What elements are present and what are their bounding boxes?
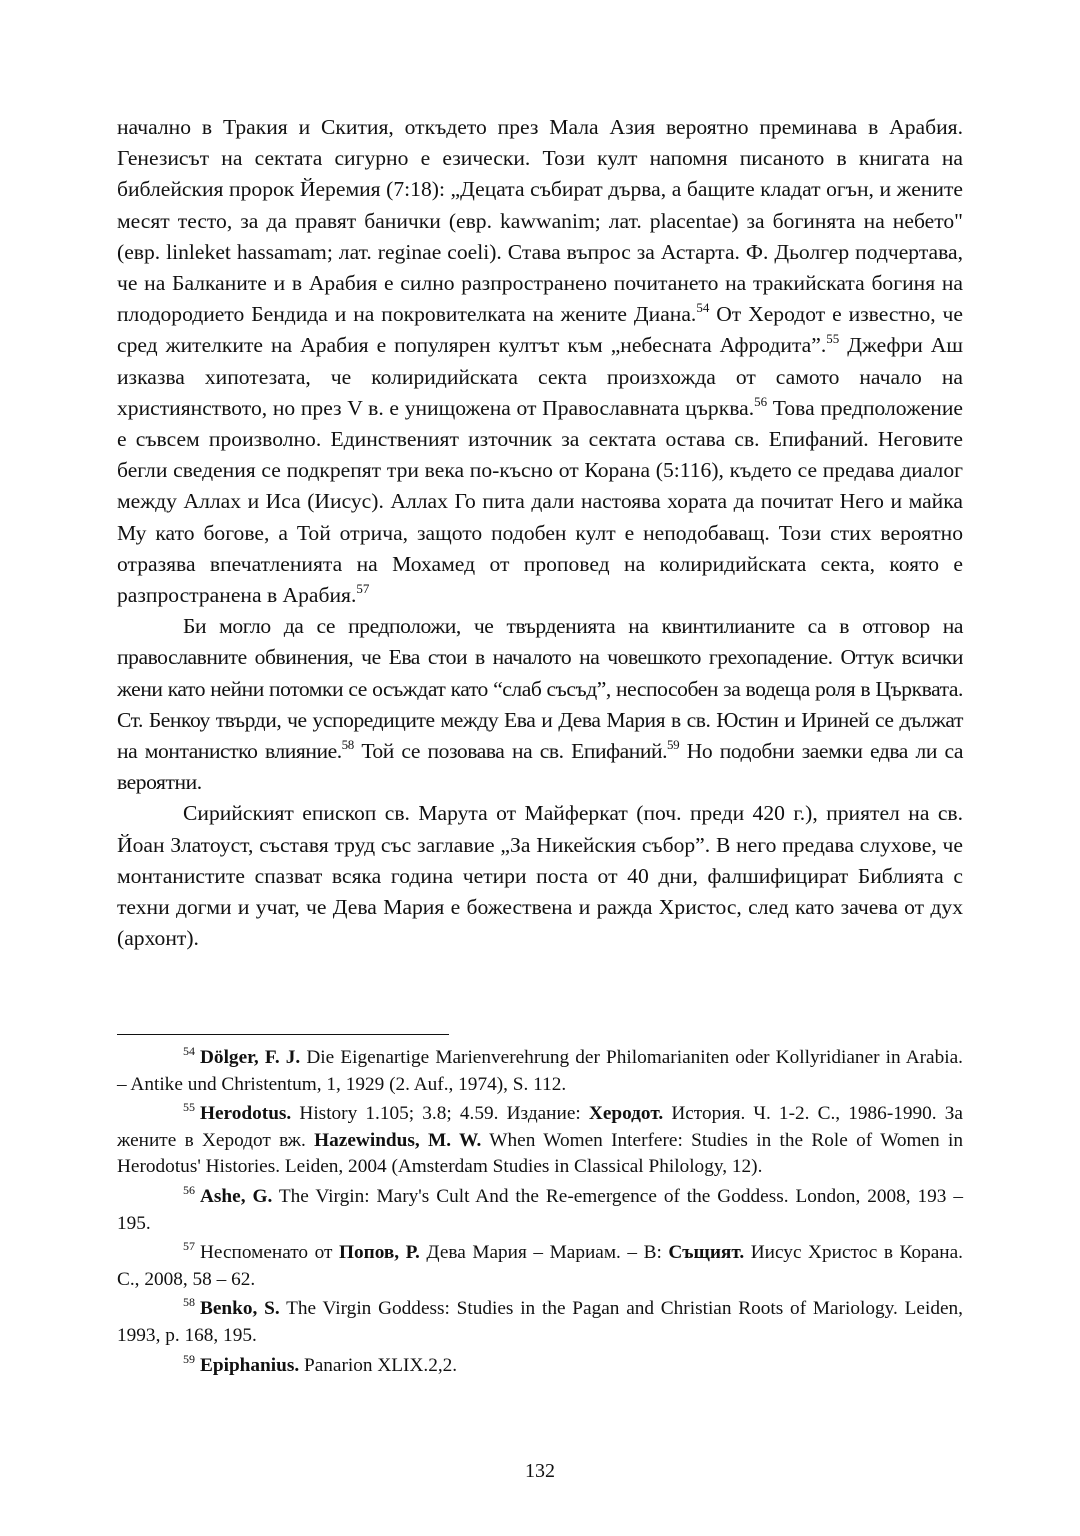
footnote-58 [117,1296,963,1349]
footnote-57 [117,1240,963,1293]
footnote-author: Същият. [668,1242,745,1264]
footnote-author: Hazewindus, M. W. [314,1129,482,1151]
footnote-56 [117,1184,963,1237]
footnote-ref-54[interactable]: 54 [696,300,710,316]
footnote-author: Dölger, F. J. [200,1047,301,1068]
footnote-number: 54 [183,1044,195,1058]
footnote-ref-58[interactable]: 58 [341,737,354,753]
footnote-number: 58 [183,1295,195,1310]
paragraph-text: Би могло да се предположи, че твърденията на квинтилианите са в отговор на православните обвинения, че Ева стои в началото на човешкото грехопадение. Оттук всички жени като нейни потомки се осъждат като “слаб съсъд”, неспособен за водеща роля в Църквата. Ст. Бенкоу твърди, че успоредиците между Ева и Дева Мария в св. Юстин и Ириней се дължат на монтанистко влияние. [117,614,963,764]
footnote-author: Epiphanius. [200,1354,300,1376]
footnotes [117,1045,963,1382]
footnote-ref-59[interactable]: 59 [667,737,680,753]
footnote-ref-55[interactable]: 55 [826,331,840,347]
footnote-author: Herodotus. [200,1103,292,1125]
paragraph-text: начално в Тракия и Скития, откъдето през Мала Азия вероятно преминава в Арабия. Генезисът на сектата сигурно е езически. Този култ напомня писаното в книгата на библейския пророк Йеремия (7:18): „Децата събират дърва, а бащите кладат огън, и жените месят тесто, за да правят банички (евр. kawwanim; лат. placentae) за богинята на небето" (евр. linleket hassamam; лат. reginae coeli). Става въпрос за Астарта. Ф. Дьолгер подчертава, че на Балканите и в Арабия е силно разпространено почитането на тракийската богиня на плодородието Бендида и на покровителката на жените Диана. [117,115,963,327]
footnote-text: Иисус Христос в Корана. С., 2008, 58 – 62. [117,1242,963,1290]
footnote-text: Die Eigenartige Marienverehrung der Philomarianiten oder Kollyridianer in Arabia. – Antike und Christentum, 1, 1929 (2. Auf., 1974), S. 112. [117,1047,963,1095]
footnote-text: Дева Мария – Мариам. – В: [419,1242,669,1264]
main-text [117,112,963,954]
footnote-59 [117,1353,963,1380]
paragraph-text: Но подобни заемки едва ли са вероятни. [117,739,963,795]
footnote-number: 57 [183,1239,195,1254]
footnote-number: 56 [183,1182,195,1197]
paragraph-text: Това предположение е съвсем произволно. Единственият източник за сектата остава св. Епифаний. Неговите бегли сведения се подкрепят три века по-късно от Корана (5:116), където се предава диалог между Аллах и Иса (Иисус). Аллах Го пита дали настоява хората да почитат Него и майка Му като богове, а Той отрича, защото подобен култ е неподобаващ. Този стих вероятно отразява впечатленията на Мохамед от проповед на колиридийската секта, която е разпространена в Арабия. [117,395,963,608]
footnote-author: Ashe, G. [200,1185,273,1207]
paragraph-3 [117,798,963,954]
paragraph-text: От Херодот е известно, че сред жителките на Арабия е популярен култът към „небесната Афродита”. [117,302,963,358]
footnote-text: The Virgin: Mary's Cult And the Re-emergence of the Goddess. London, 2008, 193 – 195. [117,1185,963,1234]
footnote-author: Benko, S. [200,1298,280,1320]
footnote-separator [117,1034,449,1035]
footnote-text: Panarion XLIX.2,2. [299,1354,458,1376]
footnote-number: 59 [183,1351,195,1366]
footnote-text: The Virgin Goddess: Studies in the Pagan and Christian Roots of Mariology. Leiden, 1993, p. 168, 195. [117,1298,963,1346]
paragraph-2 [117,611,963,798]
footnote-ref-57[interactable]: 57 [356,581,370,597]
footnote-text: When Women Interfere: Studies in the Role of Women in Herodotus' Histories. Leiden, 2004 (Amsterdam Studies in Classical Philology, 12). [117,1129,964,1178]
footnote-text: History 1.105; 3.8; 4.59. Издание: [291,1103,589,1125]
paragraph-text: Сирийският епископ св. Марута от Майферкат (поч. преди 420 г.), приятел на св. Йоан Златоуст, съставя труд със заглавие „За Никейския събор”. В него предава слухове, че монтанистите спазват всяка година четири поста от 40 дни, фалшифицират Библията с техни догми и учат, че Дева Мария е божествена и ражда Христос, след като зачева от дух (архонт). [117,801,963,951]
footnote-author: Попов, Р. [338,1242,420,1264]
footnote-54 [117,1045,963,1098]
footnote-number: 55 [183,1100,195,1115]
paragraph-text: Той се позовава на св. Епифаний. [353,739,668,764]
paragraph-1 [117,112,963,611]
footnote-text: Неспоменато от [200,1242,339,1264]
footnote-55 [117,1101,963,1181]
footnote-text: История. Ч. 1-2. С., 1986-1990. За жените в Херодот вж. [117,1103,963,1151]
footnote-author: Херодот. [588,1103,664,1125]
page-number: 132 [525,1460,555,1482]
paragraph-text: Джефри Аш изказва хипотезата, че колиридийската секта произхожда от самото начало на християнството, но през V в. е унищожена от Православната църква. [117,333,963,420]
footnote-ref-56[interactable]: 56 [754,393,768,409]
